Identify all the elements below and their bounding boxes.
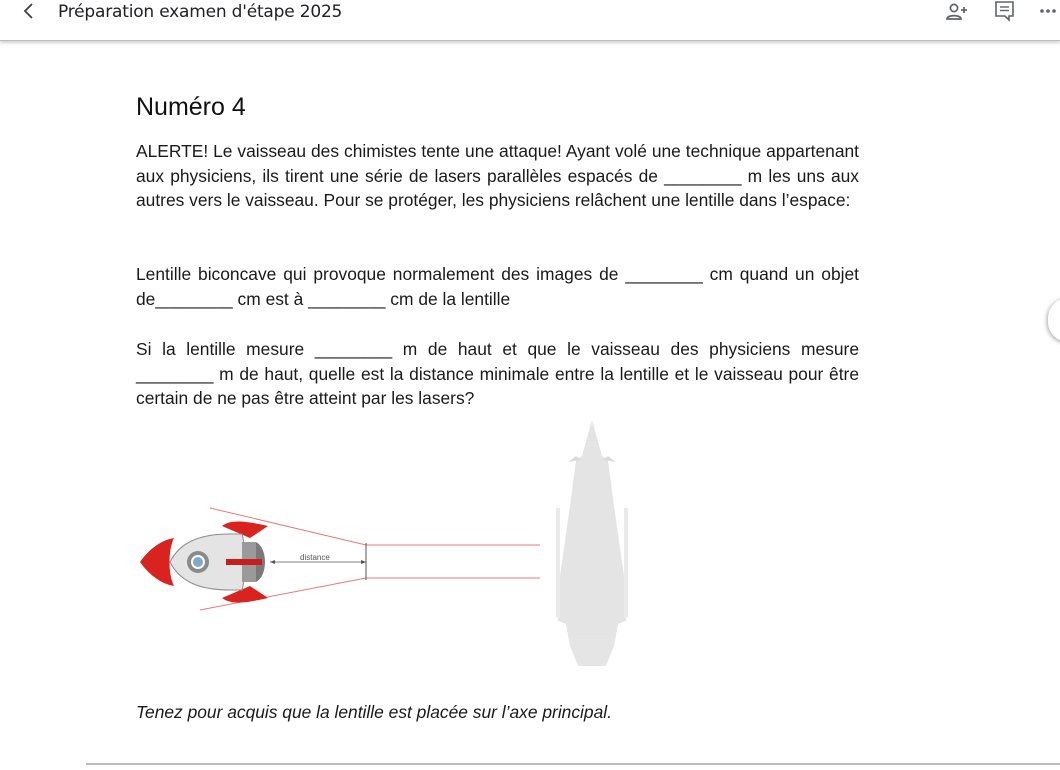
comment-button[interactable]	[992, 0, 1018, 24]
question-paragraph-1: ALERTE! Le vaisseau des chimistes tente une attaque! Ayant volé une technique appartenant aux physiciens, ils tirent une série de lasers parallèles espacés de ________ m les uns aux autres vers le vaisseau. Pour se protéger, les physiciens relâchent une lentille dans l’espace:	[136, 141, 859, 211]
add-person-button[interactable]	[944, 0, 970, 24]
rocket-image	[140, 522, 268, 603]
question-heading: Numéro 4	[136, 93, 246, 121]
document-title: Préparation examen d'étape 2025	[58, 2, 343, 22]
rocket-figure	[130, 416, 650, 676]
physicists-ship-image	[556, 420, 628, 666]
question-paragraph-2: Lentille biconcave qui provoque normalement des images de ________ cm quand un objet de________ cm est à ________ cm de la lentille	[136, 264, 859, 309]
question-paragraph-3: Si la lentille mesure ________ m de haut et que le vaisseau des physiciens mesure ________ m de haut, quelle est la distance minimale entre la lentille et le vaisseau pour être certain de ne pas être atteint par les lasers?	[136, 339, 859, 409]
page-divider	[86, 763, 1060, 765]
note-text: Tenez pour acquis que la lentille est placée sur l’axe principal.	[136, 702, 612, 722]
back-button[interactable]	[16, 0, 42, 24]
add-person-icon	[944, 0, 970, 24]
chevron-left-icon	[16, 0, 42, 24]
top-app-bar	[0, 0, 1060, 41]
distance-label: distance	[300, 553, 330, 562]
more-options-button[interactable]	[1038, 0, 1060, 24]
more-icon	[1038, 0, 1060, 24]
comment-icon	[992, 0, 1018, 24]
rocket-diagram	[130, 416, 650, 676]
side-panel-handle[interactable]	[1048, 298, 1060, 342]
